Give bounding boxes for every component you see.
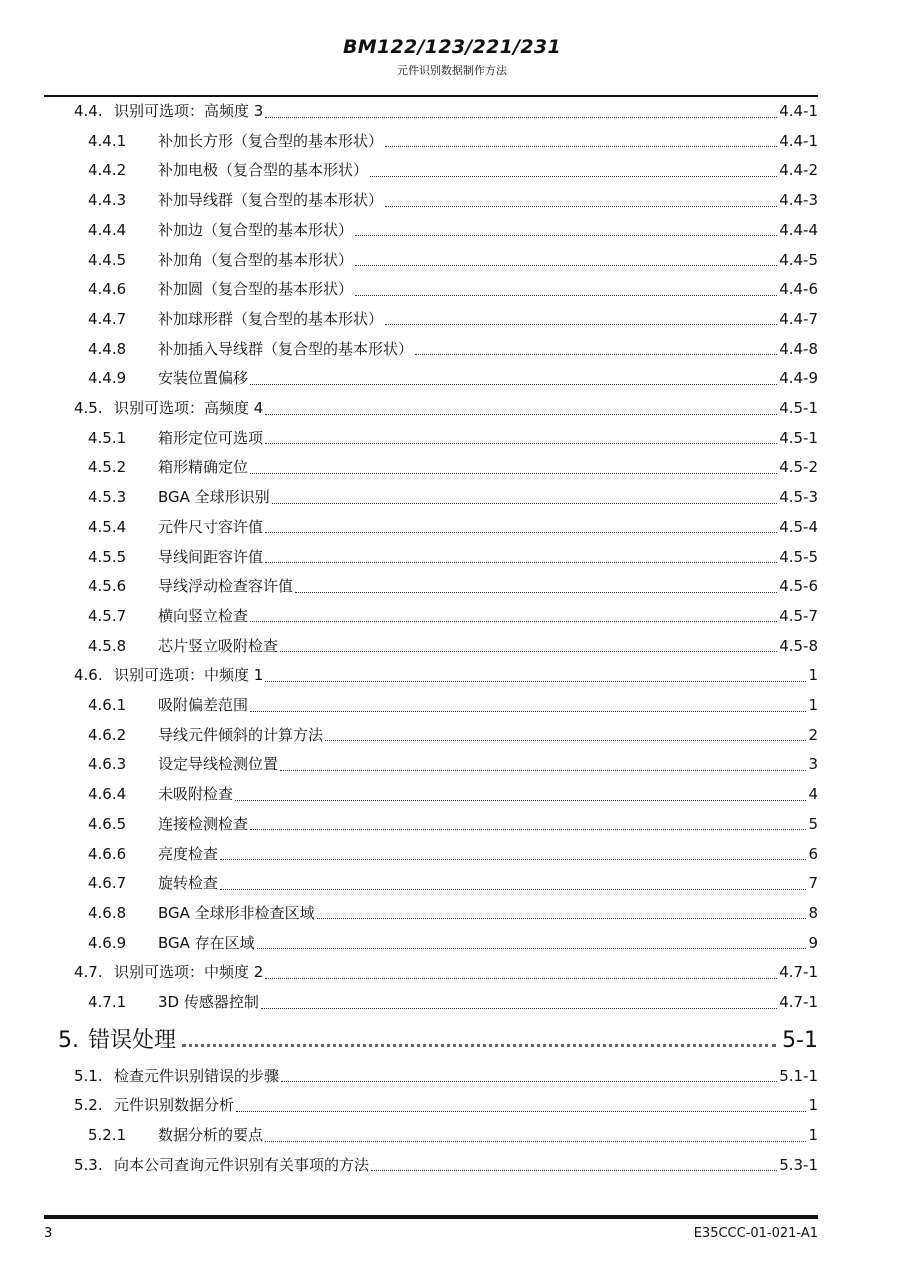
- dot-leader: [355, 253, 777, 266]
- toc-entry-number: 4.5.6: [88, 577, 127, 596]
- toc-entry-title: 吸附偏差范围: [158, 696, 249, 714]
- toc-entry-number: 4.5.8: [88, 636, 127, 655]
- toc-entry-number: 4.5.2: [88, 458, 127, 477]
- toc-entry-number: 4.6.5: [88, 814, 127, 833]
- toc-entry-title: BGA 全球形识别: [158, 488, 270, 507]
- toc-entry-page: 4.4-9: [779, 369, 818, 388]
- toc-entry-page: 4.4-2: [779, 161, 818, 180]
- toc-entry-title: 旋转检查: [158, 874, 219, 893]
- toc-entry-title: 连接检测检查: [158, 814, 249, 833]
- toc-entry-page: 9: [808, 933, 818, 952]
- toc-entry-page: 4.5-1: [779, 428, 818, 447]
- toc-entry[interactable]: [74, 664, 818, 686]
- toc-entry-page: 4.5-8: [779, 636, 818, 655]
- toc-entry-page: 4.4-3: [779, 191, 818, 210]
- toc-entry-page: 4.5-2: [779, 458, 818, 477]
- dot-leader: [250, 609, 777, 622]
- toc-entry-page: 7: [808, 874, 818, 893]
- toc-entry-number: 4.5.7: [88, 606, 127, 625]
- toc-entry-number: 4.4.: [74, 102, 103, 120]
- dot-leader: [220, 847, 806, 860]
- dot-leader: [325, 728, 806, 741]
- toc-entry-number: 4.4.7: [88, 309, 127, 328]
- toc-entry-title: 补加角（复合型的基本形状）: [158, 250, 354, 269]
- toc-entry[interactable]: [74, 961, 818, 983]
- dot-leader: [272, 491, 778, 504]
- dot-leader: [280, 758, 806, 771]
- toc-entry-number: 4.4.4: [88, 220, 127, 239]
- toc-entry[interactable]: [88, 130, 818, 152]
- dot-leader: [355, 283, 777, 296]
- toc-entry-page: 5: [808, 814, 818, 833]
- toc-entry-page: 4.5-6: [779, 577, 818, 596]
- toc-entry-number: 4.7.: [74, 963, 103, 982]
- toc-entry[interactable]: [58, 1023, 818, 1055]
- toc-entry-title: 数据分析的要点: [158, 1126, 264, 1145]
- toc-entry-title: 识别可选项：中频度 1: [114, 666, 264, 685]
- toc-entry-title: 检查元件识别错误的步骤: [114, 1066, 280, 1085]
- toc-entry-title: 导线间距容许值: [158, 547, 264, 566]
- dot-leader: [265, 966, 777, 979]
- toc-entry-page: 3: [808, 755, 818, 774]
- toc-entry-page: 4.7-1: [779, 993, 818, 1011]
- toc-entry-number: 4.4.8: [88, 339, 127, 358]
- toc-entry-page: 4.4-8: [779, 339, 818, 358]
- dot-leader: [317, 906, 807, 919]
- dot-leader: [385, 312, 777, 325]
- toc-entry-title: 设定导线检测位置: [158, 755, 279, 774]
- toc-entry-page: 5-1: [782, 1027, 818, 1053]
- toc-entry-page: 4.7-1: [779, 963, 818, 982]
- toc-entry-number: 4.6.4: [88, 785, 127, 804]
- toc-entry[interactable]: [88, 575, 818, 597]
- toc-entry-title: 补加长方形（复合型的基本形状）: [158, 131, 384, 150]
- toc-entry-title: 错误处理: [88, 1027, 177, 1053]
- toc-entry-number: 4.6.: [74, 666, 103, 685]
- toc-entry-title: BGA 存在区域: [158, 933, 255, 952]
- toc-entry-page: 1: [808, 1096, 818, 1115]
- dot-leader: [257, 936, 807, 949]
- toc-entry-number: 5.2.: [74, 1096, 103, 1115]
- toc-entry[interactable]: [88, 367, 818, 389]
- toc-entry-title: 补加球形群（复合型的基本形状）: [158, 309, 384, 328]
- dot-leader: [265, 402, 777, 415]
- toc-entry[interactable]: [74, 1154, 818, 1176]
- dot-leader: [261, 996, 777, 1009]
- toc-entry-number: 5.: [58, 1027, 79, 1053]
- toc-entry[interactable]: [74, 100, 818, 122]
- toc-entry-number: 4.5.3: [88, 488, 127, 507]
- toc-entry-number: 4.7.1: [88, 993, 127, 1011]
- dot-leader: [280, 639, 777, 652]
- toc-entry-number: 4.6.7: [88, 874, 127, 893]
- dot-leader: [295, 580, 777, 593]
- toc-entry-title: BGA 全球形非检查区域: [158, 903, 315, 922]
- toc-entry-page: 4.4-7: [779, 309, 818, 328]
- toc-entry-number: 4.4.6: [88, 280, 127, 299]
- toc-entry-number: 5.1.: [74, 1066, 103, 1085]
- toc-entry[interactable]: [88, 486, 818, 508]
- toc-entry-title: 识别可选项：中频度 2: [114, 963, 264, 982]
- toc-entry-number: 5.3.: [74, 1155, 103, 1174]
- toc-entry-page: 4.4-4: [779, 220, 818, 239]
- toc-entry-page: 4.5-5: [779, 547, 818, 566]
- toc-entry-title: 横向竖立检查: [158, 606, 249, 625]
- toc-entry[interactable]: [88, 932, 818, 954]
- toc-entry-page: 4.4-5: [779, 250, 818, 269]
- toc-entry-page: 4.4-1: [779, 131, 818, 150]
- toc-entry[interactable]: [88, 278, 818, 300]
- dot-leader: [355, 223, 777, 236]
- toc-entry[interactable]: [88, 872, 818, 894]
- toc-entry-number: 4.5.4: [88, 517, 127, 536]
- toc-entry-title: 箱形精确定位: [158, 458, 249, 477]
- toc-entry[interactable]: [74, 1065, 818, 1087]
- document-subtitle: 元件识别数据制作方法: [397, 64, 507, 77]
- toc-entry-page: 4.5-7: [779, 606, 818, 625]
- toc-entry[interactable]: [88, 783, 818, 805]
- toc-entry[interactable]: [88, 813, 818, 835]
- toc-entry-number: 4.5.5: [88, 547, 127, 566]
- toc-entry[interactable]: [88, 249, 818, 271]
- toc-entry-page: 1: [808, 696, 818, 714]
- toc-entry-title: 未吸附检查: [158, 785, 234, 804]
- toc-entry-page: 4.4-6: [779, 280, 818, 299]
- toc-entry-number: 4.4.5: [88, 250, 127, 269]
- toc-entry-title: 亮度检查: [158, 844, 219, 863]
- toc-entry-title: 安装位置偏移: [158, 369, 249, 388]
- toc-entry-title: 补加插入导线群（复合型的基本形状）: [158, 339, 414, 358]
- toc-entry[interactable]: [88, 1124, 818, 1146]
- dot-leader: [250, 699, 806, 712]
- dot-leader: [370, 164, 777, 177]
- toc-entry-title: 箱形定位可选项: [158, 428, 264, 447]
- toc-entry-number: 4.5.1: [88, 428, 127, 447]
- toc-entry-number: 4.6.9: [88, 933, 127, 952]
- toc-entry[interactable]: [74, 1094, 818, 1116]
- toc-entry-page: 4: [808, 785, 818, 804]
- toc-entry[interactable]: [88, 219, 818, 241]
- toc-entry[interactable]: [88, 308, 818, 330]
- dot-leader: [265, 669, 806, 682]
- toc-entry-number: 4.4.2: [88, 161, 127, 180]
- dot-leader: [250, 817, 806, 830]
- toc-entry-title: 识别可选项：高频度 3: [114, 102, 264, 120]
- document-title: BM122/123/221/231: [343, 36, 561, 58]
- toc-entry-page: 8: [808, 903, 818, 922]
- toc-entry[interactable]: [88, 338, 818, 360]
- dot-leader: [220, 877, 806, 890]
- toc-entry[interactable]: [88, 456, 818, 478]
- dot-leader: [235, 788, 806, 801]
- dot-leader: [265, 550, 777, 563]
- toc-entry[interactable]: [88, 546, 818, 568]
- toc-entry-title: 向本公司查询元件识别有关事项的方法: [114, 1155, 370, 1174]
- dot-leader: [385, 134, 777, 147]
- toc-entry-title: 导线元件倾斜的计算方法: [158, 725, 324, 744]
- toc-entry-number: 4.4.1: [88, 131, 127, 150]
- toc-entry-page: 2: [808, 725, 818, 744]
- dot-leader: [250, 461, 777, 474]
- dot-leader: [265, 105, 777, 118]
- toc-entry-number: 4.6.3: [88, 755, 127, 774]
- toc-entry[interactable]: [88, 635, 818, 657]
- toc-entry[interactable]: [88, 694, 818, 716]
- toc-entry-title: 芯片竖立吸附检查: [158, 636, 279, 655]
- toc-entry-title: 导线浮动检查容许值: [158, 577, 294, 596]
- dot-leader: [182, 1030, 776, 1047]
- dot-leader: [236, 1099, 806, 1112]
- toc-entry-number: 4.6.2: [88, 725, 127, 744]
- dot-leader: [385, 194, 777, 207]
- dot-leader: [265, 1129, 806, 1142]
- toc-entry-page: 4.4-1: [779, 102, 818, 120]
- toc-entry-number: 4.4.3: [88, 191, 127, 210]
- toc-entry-title: 补加导线群（复合型的基本形状）: [158, 191, 384, 210]
- toc-entry-page: 4.5-3: [779, 488, 818, 507]
- toc-entry-number: 4.5.: [74, 399, 103, 417]
- toc-entry[interactable]: [88, 753, 818, 775]
- toc-entry[interactable]: [88, 991, 818, 1013]
- dot-leader: [250, 372, 777, 385]
- toc-entry-page: 4.5-4: [779, 517, 818, 536]
- toc-entry-number: 4.6.1: [88, 696, 127, 714]
- toc-entry-page: 4.5-1: [779, 399, 818, 417]
- dot-leader: [265, 431, 777, 444]
- toc-entry-title: 识别可选项：高频度 4: [114, 399, 264, 417]
- toc-entry-number: 4.6.8: [88, 903, 127, 922]
- toc-entry-number: 4.6.6: [88, 844, 127, 863]
- toc-entry-title: 元件尺寸容许值: [158, 517, 264, 536]
- toc-entry[interactable]: [88, 189, 818, 211]
- toc-entry-page: 6: [808, 844, 818, 863]
- toc-entry[interactable]: [88, 605, 818, 627]
- toc-entry-title: 补加圆（复合型的基本形状）: [158, 280, 354, 299]
- toc-entry[interactable]: [88, 427, 818, 449]
- toc-entry[interactable]: [88, 902, 818, 924]
- toc-entry-page: 5.3-1: [779, 1155, 818, 1174]
- dot-leader: [265, 520, 777, 533]
- toc-entry-page: 5.1-1: [779, 1066, 818, 1085]
- toc-entry-page: 1: [808, 1126, 818, 1145]
- toc-entry-title: 补加边（复合型的基本形状）: [158, 220, 354, 239]
- page-number: 3: [44, 1226, 53, 1241]
- toc-entry[interactable]: [88, 516, 818, 538]
- toc-entry[interactable]: [88, 724, 818, 746]
- toc-entry[interactable]: [74, 397, 818, 419]
- toc-entry-title: 补加电极（复合型的基本形状）: [158, 161, 369, 180]
- document-code: E35CCC-01-021-A1: [693, 1226, 818, 1241]
- dot-leader: [415, 342, 777, 355]
- toc-entry[interactable]: [88, 159, 818, 181]
- toc-entry-title: 元件识别数据分析: [114, 1096, 235, 1115]
- toc-entry-page: 1: [808, 666, 818, 685]
- toc-entry-number: 5.2.1: [88, 1126, 127, 1145]
- dot-leader: [281, 1069, 777, 1082]
- footer-rule: [44, 1215, 818, 1219]
- toc-entry-title: 3D 传感器控制: [158, 993, 259, 1011]
- dot-leader: [371, 1158, 777, 1171]
- toc-entry-number: 4.4.9: [88, 369, 127, 388]
- toc-entry[interactable]: [88, 843, 818, 865]
